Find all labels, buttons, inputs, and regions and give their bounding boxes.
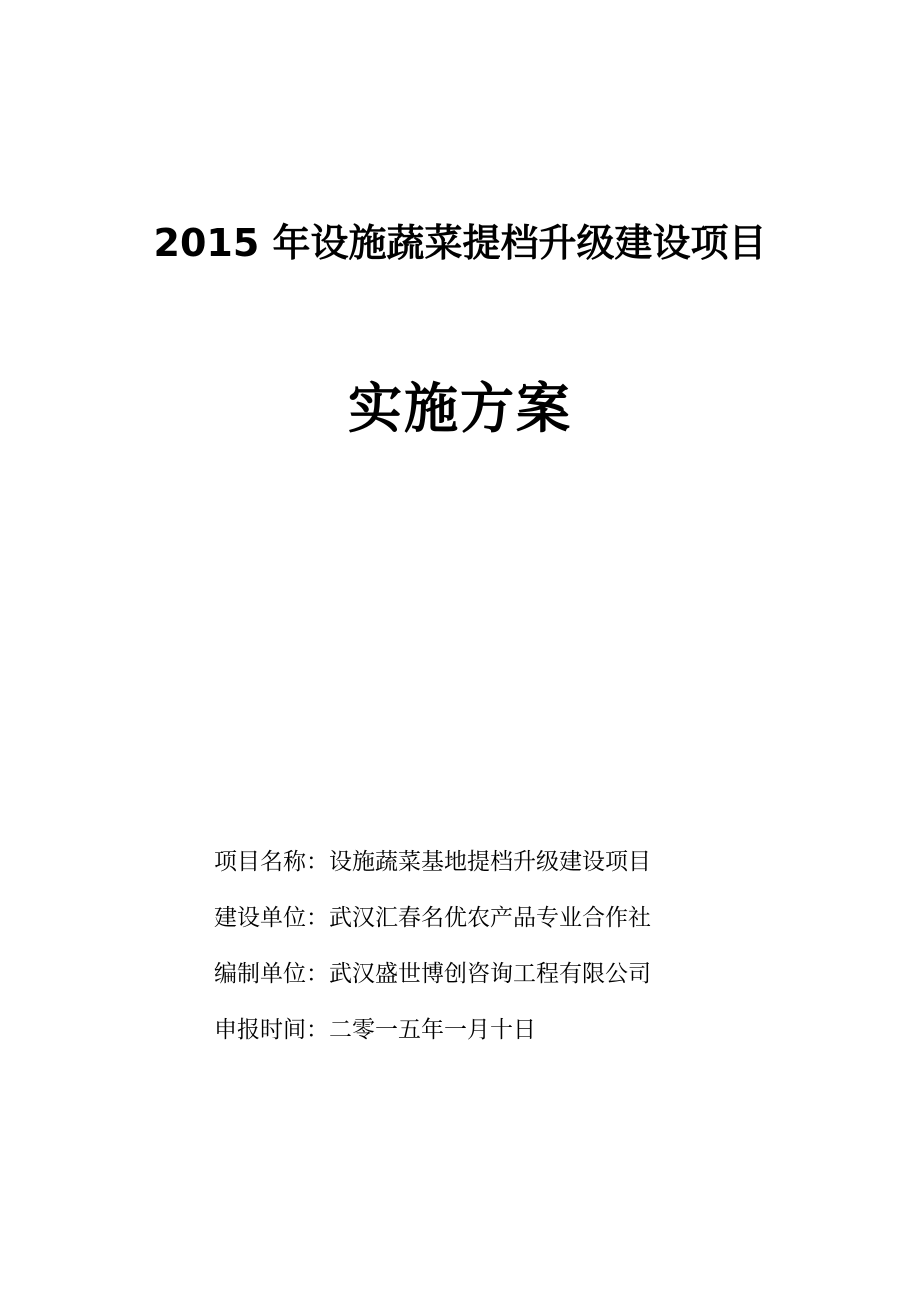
info-label: 项目名称： [214, 849, 329, 875]
document-title: 2015 年设施蔬菜提档升级建设项目 [153, 221, 767, 265]
info-value: 武汉汇春名优农产品专业合作社 [329, 905, 651, 931]
document-subtitle: 实施方案 [348, 377, 572, 440]
info-label: 编制单位： [214, 961, 329, 987]
info-value: 设施蔬菜基地提档升级建设项目 [329, 849, 651, 875]
project-info [214, 842, 834, 1066]
info-value: 武汉盛世博创咨询工程有限公司 [329, 961, 651, 987]
info-row-builder [214, 898, 834, 954]
info-row-date [214, 1010, 834, 1066]
info-label: 建设单位： [214, 905, 329, 931]
info-value: 二零一五年一月十日 [329, 1017, 536, 1043]
info-row-project-name [214, 842, 834, 898]
info-row-compiler [214, 954, 834, 1010]
info-label: 申报时间： [214, 1017, 329, 1043]
